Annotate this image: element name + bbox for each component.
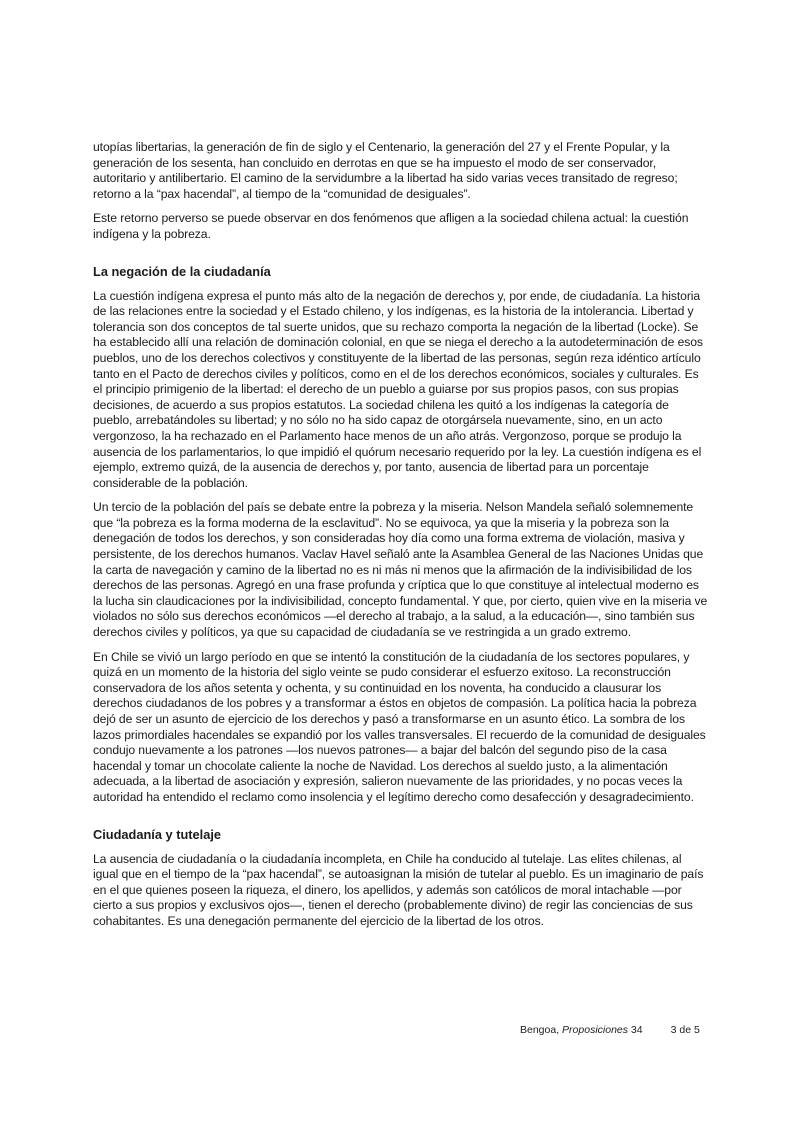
- section2-paragraph-1: La ausencia de ciudadanía o la ciudadanía incompleta, en Chile ha conducido al tutelaje. Las elites chilenas, al igual que en el tiempo de la “pax hacendal”, se autoasignan la misión de tutelar al pueblo. Es un imaginario de país en el que quienes poseen la riqueza, el dinero, los apellidos, y además son católicos de moral intachable —por cierto a sus propios y exclusivos ojos—, tienen el derecho (probablemente divino) de regir las conciencias de sus cohabitantes. Es una denegación permanente del ejercicio de la libertad de los otros.: [93, 851, 704, 928]
- section-heading-tutelaje: Ciudadanía y tutelaje: [93, 826, 222, 842]
- page-footer: [520, 1024, 700, 1036]
- intro-paragraph-1: utopías libertarias, la generación de fin de siglo y el Centenario, la generación del 27 y el Frente Popular, y la generación de los sesenta, han concluido en derrotas en que se ha impuesto el modo de ser conservador, autoritario y antilibertario. El camino de la servidumbre a la libertad ha sido varias veces transitado de regreso; retorno a la “pax hacendal”, al tiempo de la “comunidad de desiguales”.: [93, 140, 678, 201]
- section1-paragraph-1: La cuestión indígena expresa el punto más alto de la negación de derechos y, por ende, de ciudadanía. La historia de las relaciones entre la sociedad y el Estado chileno, y los indígenas, es la historia de la intolerancia. Libertad y tolerancia son dos conceptos de tal suerte unidos, que su rechazo comporta la negación de la libertad (Locke). Se ha establecido allí una relación de dominación colonial, en que se niega el derecho a la autodeterminación de esos pueblos, uno de los derechos colectivos y constituyente de la libertad de las personas, según reza idéntico artículo tanto en el Pacto de derechos civiles y políticos, como en el de los derechos económicos, sociales y culturales. Es el principio primigenio de la libertad: el derecho de un pueblo a guiarse por sus propios pasos, con sus propias decisiones, de acuerdo a sus propios estatutos. La sociedad chilena les quitó a los indígenas la categoría de pueblo, arrebatándoles su libertad; y no sólo no ha sido capaz de otorgársela nuevamente, sino, en un acto vergonzoso, la ha rechazado en el Parlamento hace menos de un año atrás. Vergonzoso, porque se produjo la ausencia de los parlamentarios, lo que impidió el quórum necesario requerido por la ley. La cuestión indígena es el ejemplo, extremo quizá, de la ausencia de derechos y, por tanto, ausencia de libertad para un porcentaje considerable de la población.: [93, 288, 703, 490]
- footer-issue: 34: [628, 1024, 643, 1036]
- section1-paragraph-2: Un tercio de la población del país se debate entre la pobreza y la miseria. Nelson Mandela señaló solemnemente que “la pobreza es la forma moderna de la esclavitud”. No se equivoca, ya que la miseria y la pobreza son la denegación de todos los derechos, y son consideradas hoy día como una forma extrema de violación, masiva y persistente, de los derechos humanos. Vaclav Havel señaló ante la Asamblea General de las Naciones Unidas que la carta de navegación y camino de la libertad no es ni más ni menos que la afirmación de la indivisibilidad de los derechos de las personas. Agregó en una frase profunda y críptica que lo que constituye al intelectual moderno es la lucha sin claudicaciones por la indivisibilidad, concepto fundamental. Y que, por cierto, quien vive en la miseria ve violados no sólo sus derechos económicos —el derecho al trabajo, a la salud, a la educación—, sino también sus derechos civiles y políticos, ya que su capacidad de ciudadanía se ve restringida a un grado extremo.: [93, 500, 708, 640]
- footer-author: Bengoa,: [520, 1024, 563, 1036]
- section-heading-negacion: La negación de la ciudadanía: [93, 263, 271, 279]
- document-body: [93, 140, 709, 939]
- intro-paragraph-2: Este retorno perverso se puede observar en dos fenómenos que afligen a la sociedad chilena actual: la cuestión indígena y la pobreza.: [93, 211, 689, 241]
- section1-paragraph-3: En Chile se vivió un largo período en que se intentó la constitución de la ciudadanía de los sectores populares, y quizá en un momento de la historia del siglo veinte se pudo considerar el esfuerzo exitoso. La reconstrucción conservadora de los años setenta y ochenta, y su continuidad en los noventa, ha conducido a clausurar los derechos ciudadanos de los pobres y a transformar a éstos en objetos de compasión. La política hacia la pobreza dejó de ser un asunto de ejercicio de los derechos y pasó a transformarse en un asunto ético. La sombra de los lazos primordiales hacendales se expandió por los valles transversales. El recuerdo de la comunidad de desiguales condujo nuevamente a los patrones —los nuevos patrones— a bajar del balcón del segundo piso de la casa hacendal y tomar un chocolate caliente la noche de Navidad. Los derechos al sueldo justo, a la alimentación adecuada, a la libertad de asociación y expresión, salieron nuevamente de las prioridades, y no pocas veces la autoridad ha entendido el reclamo como insolencia y el legítimo derecho como desafección y desagradecimiento.: [93, 649, 706, 804]
- footer-page-number: 3 de 5: [670, 1024, 700, 1036]
- footer-journal: Proposiciones: [562, 1024, 628, 1036]
